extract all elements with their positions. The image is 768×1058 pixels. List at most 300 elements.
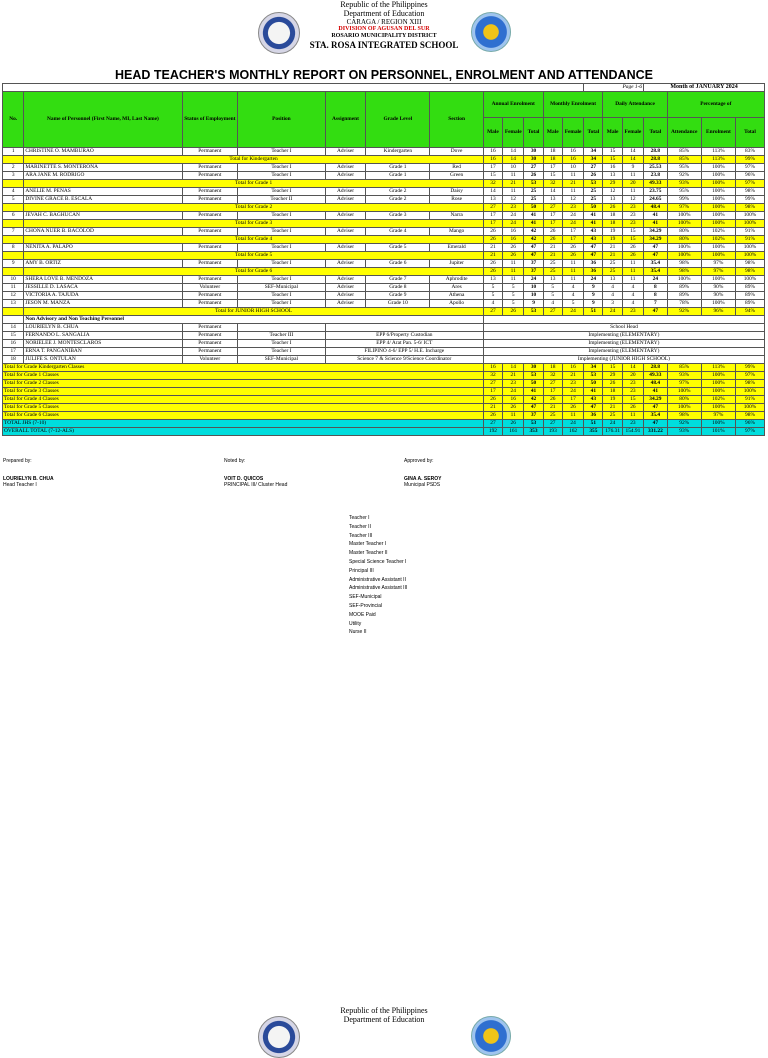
value-cell: 50: [584, 380, 603, 388]
row-number: 5: [3, 196, 24, 204]
grade-level: Grade 1: [366, 164, 430, 172]
row-number: 6: [3, 212, 24, 220]
value-cell: 11: [622, 276, 643, 284]
value-cell: 23.75: [644, 188, 668, 196]
position-list-item: SEF-Municipal: [349, 594, 382, 601]
value-cell: 8: [644, 292, 668, 300]
position: SEF-Municipal: [238, 356, 326, 364]
value-cell: 99%: [735, 156, 764, 164]
row-number: 7: [3, 228, 24, 236]
value-cell: 85%: [667, 148, 701, 156]
value-cell: 47: [584, 244, 603, 252]
value-cell: 100%: [667, 212, 701, 220]
value-cell: 4: [562, 284, 583, 292]
row-number: [3, 180, 24, 188]
value-cell: 83%: [735, 148, 764, 156]
subtotal-row: [3, 252, 765, 260]
value-cell: 100%: [735, 252, 764, 260]
value-cell: 101%: [701, 428, 735, 436]
personnel-name: AMY B. ORTIZ: [24, 260, 182, 268]
personnel-row: [3, 188, 765, 196]
value-cell: 34.29: [644, 236, 668, 244]
value-cell: 80%: [667, 396, 701, 404]
row-number: [3, 236, 24, 244]
personnel-row: [3, 292, 765, 300]
value-cell: 16: [503, 396, 524, 404]
value-cell: 25: [603, 412, 622, 420]
personnel-name: LOURIELYN B. CHUA: [24, 324, 182, 332]
assignment: EPP 4/ Arat Pan. 5-6/ ICT: [325, 340, 483, 348]
position: Teacher I: [238, 276, 326, 284]
summary-row: [3, 396, 765, 404]
value-cell: 5: [483, 292, 502, 300]
subtotal-label: Total for Grade 5: [24, 252, 483, 260]
row-number: 8: [3, 244, 24, 252]
assignment: Adviser: [325, 228, 366, 236]
employment-status: Volunteer: [182, 356, 238, 364]
subtotal-label: Total for Kindergarten: [24, 156, 483, 164]
value-cell: 24: [503, 220, 524, 228]
value-cell: 34: [584, 156, 603, 164]
value-cell: 16: [562, 364, 583, 372]
value-cell: 21: [543, 252, 562, 260]
personnel-name: ARA JANE M. RODRIGO: [24, 172, 182, 180]
value-cell: 47: [644, 244, 668, 252]
personnel-row: [3, 244, 765, 252]
value-cell: 25: [543, 412, 562, 420]
value-cell: 14: [483, 188, 502, 196]
col-position: Position: [238, 92, 326, 148]
value-cell: 43: [584, 236, 603, 244]
value-cell: 11: [622, 188, 643, 196]
value-cell: 96%: [735, 172, 764, 180]
value-cell: 97%: [735, 428, 764, 436]
value-cell: 19: [603, 228, 622, 236]
page-label: Page 1-6: [584, 84, 644, 92]
value-cell: 24: [603, 308, 622, 316]
value-cell: 48.4: [644, 380, 668, 388]
value-cell: 26: [483, 396, 502, 404]
grade-level: Grade 5: [366, 244, 430, 252]
value-cell: 41: [524, 388, 543, 396]
employment-status: Permanent: [182, 196, 238, 204]
value-cell: 30: [524, 148, 543, 156]
value-cell: 17: [483, 212, 502, 220]
personnel-name: NORIELEE J. MONTESCLAROS: [24, 340, 182, 348]
value-cell: 21: [483, 244, 502, 252]
personnel-name: CHONA NUER B. BACOLOD: [24, 228, 182, 236]
position-list-item: Utility: [349, 620, 362, 627]
value-cell: 24: [562, 220, 583, 228]
value-cell: 11: [622, 412, 643, 420]
subtotal-label: Total for Grade 4: [24, 236, 483, 244]
personnel-row: [3, 172, 765, 180]
row-number: [3, 252, 24, 260]
value-cell: 15: [622, 236, 643, 244]
summary-label: Total for Grade 5 Classes: [3, 404, 484, 412]
col-grade-level: Grade Level: [366, 92, 430, 148]
value-cell: 15: [603, 148, 622, 156]
value-cell: 47: [644, 308, 668, 316]
value-cell: 98%: [735, 260, 764, 268]
value-cell: 26: [483, 228, 502, 236]
value-cell: 25: [603, 268, 622, 276]
approved-name: GINA A. SEROY: [404, 476, 442, 482]
value-cell: 11: [503, 172, 524, 180]
value-cell: 100%: [667, 244, 701, 252]
col-annual: Annual Enrolment: [483, 92, 543, 118]
value-cell: 100%: [667, 220, 701, 228]
assignment: Adviser: [325, 244, 366, 252]
value-cell: 23: [622, 388, 643, 396]
value-cell: 37: [524, 268, 543, 276]
value-cell: 97%: [735, 180, 764, 188]
grade-level: Kindergarten: [366, 148, 430, 156]
value-cell: 23: [503, 204, 524, 212]
noted-by: [224, 458, 287, 488]
value-cell: 24: [644, 276, 668, 284]
value-cell: 21: [503, 180, 524, 188]
value-cell: 91%: [735, 396, 764, 404]
value-cell: 96%: [701, 308, 735, 316]
summary-row: [3, 412, 765, 420]
value-cell: 23: [622, 212, 643, 220]
value-cell: 113%: [701, 156, 735, 164]
assignment: Adviser: [325, 260, 366, 268]
value-cell: 10: [524, 292, 543, 300]
value-cell: 26: [503, 308, 524, 316]
value-cell: 176.31: [603, 428, 622, 436]
value-cell: 93%: [667, 372, 701, 380]
value-cell: 25: [584, 188, 603, 196]
position-list-item: Nurse II: [349, 629, 367, 636]
section: Mango: [430, 228, 483, 236]
value-cell: 15: [483, 172, 502, 180]
section: Narra: [430, 212, 483, 220]
position-list-item: SEF-Provincial: [349, 602, 383, 609]
value-cell: 96%: [735, 420, 764, 428]
col-no: No.: [3, 92, 24, 148]
value-cell: 13: [603, 172, 622, 180]
employment-status: Permanent: [182, 332, 238, 340]
value-cell: 12: [622, 196, 643, 204]
value-cell: 50: [524, 204, 543, 212]
value-cell: 34.29: [644, 396, 668, 404]
value-cell: 11: [622, 172, 643, 180]
row-number: 16: [3, 340, 24, 348]
col-section: Section: [430, 92, 483, 148]
value-cell: 10: [524, 284, 543, 292]
value-cell: 17: [483, 164, 502, 172]
position: Teacher I: [238, 348, 326, 356]
summary-label: Total for Grade 2 Classes: [3, 380, 484, 388]
grade-level: Grade 6: [366, 260, 430, 268]
value-cell: 17: [562, 396, 583, 404]
row-number: 15: [3, 332, 24, 340]
grade-level: Grade 7: [366, 276, 430, 284]
employment-status: Permanent: [182, 300, 238, 308]
grade-level: Grade 4: [366, 228, 430, 236]
section: Aphrodite: [430, 276, 483, 284]
value-cell: 11: [503, 188, 524, 196]
value-cell: 100%: [735, 212, 764, 220]
value-cell: 21: [483, 404, 502, 412]
assignment: Adviser: [325, 292, 366, 300]
assignment-note: Implementing (ELEMENTARY): [483, 348, 764, 356]
value-cell: 16: [483, 156, 502, 164]
value-cell: 16: [603, 164, 622, 172]
value-cell: 18: [543, 156, 562, 164]
value-cell: 36: [584, 260, 603, 268]
value-cell: 26: [483, 268, 502, 276]
value-cell: 24: [603, 420, 622, 428]
value-cell: 23: [622, 308, 643, 316]
value-cell: 331.22: [644, 428, 668, 436]
value-cell: 24: [503, 212, 524, 220]
value-cell: 21: [603, 244, 622, 252]
grade-level: Grade 8: [366, 284, 430, 292]
row-number: [3, 156, 24, 164]
value-cell: 18: [603, 212, 622, 220]
value-cell: 5: [543, 292, 562, 300]
value-cell: 9: [524, 300, 543, 308]
non-advisory-row: [3, 356, 765, 364]
value-cell: 51: [584, 420, 603, 428]
value-cell: 13: [483, 276, 502, 284]
col-assignment: Assignment: [325, 92, 366, 148]
h-male: Male: [543, 118, 562, 148]
value-cell: 11: [562, 412, 583, 420]
personnel-row: [3, 284, 765, 292]
value-cell: 94%: [735, 308, 764, 316]
position: Teacher III: [238, 332, 326, 340]
value-cell: 26: [503, 404, 524, 412]
value-cell: 47: [644, 420, 668, 428]
position: Teacher I: [238, 148, 326, 156]
value-cell: 100%: [735, 404, 764, 412]
value-cell: 41: [644, 388, 668, 396]
row-number: [3, 308, 24, 316]
value-cell: 89%: [667, 292, 701, 300]
subtotal-row: [3, 220, 765, 228]
value-cell: 100%: [701, 188, 735, 196]
value-cell: 41: [524, 220, 543, 228]
row-number: [3, 220, 24, 228]
value-cell: 47: [644, 404, 668, 412]
value-cell: 27: [524, 164, 543, 172]
subtotal-row: [3, 180, 765, 188]
employment-status: Permanent: [182, 188, 238, 196]
value-cell: 27: [543, 420, 562, 428]
value-cell: 26: [622, 404, 643, 412]
value-cell: 90%: [701, 284, 735, 292]
letterhead-page2: [0, 1006, 768, 1024]
employment-status: Permanent: [182, 324, 238, 332]
value-cell: 26: [543, 236, 562, 244]
subtotal-row: [3, 156, 765, 164]
school-name: STA. ROSA INTEGRATED SCHOOL: [309, 40, 459, 51]
value-cell: 23: [622, 204, 643, 212]
value-cell: 15: [622, 228, 643, 236]
employment-status: Permanent: [182, 276, 238, 284]
value-cell: 100%: [667, 404, 701, 412]
non-advisory-title: Non Advisory and Non Teaching Personnel: [24, 316, 483, 324]
value-cell: 98%: [667, 260, 701, 268]
value-cell: 28.8: [644, 148, 668, 156]
value-cell: 11: [562, 276, 583, 284]
value-cell: 17: [483, 220, 502, 228]
assignment: Adviser: [325, 148, 366, 156]
value-cell: 18: [543, 148, 562, 156]
personnel-name: SHERA LOVE B. MENDOZA: [24, 276, 182, 284]
value-cell: 5: [503, 292, 524, 300]
subtotal-label: Total for Grade 6: [24, 268, 483, 276]
value-cell: 95%: [667, 188, 701, 196]
position: Teacher II: [238, 196, 326, 204]
value-cell: 30: [524, 364, 543, 372]
value-cell: 18: [603, 388, 622, 396]
noted-label: Noted by:: [224, 458, 246, 464]
row-number: 14: [3, 324, 24, 332]
value-cell: 14: [622, 148, 643, 156]
value-cell: 11: [622, 260, 643, 268]
personnel-name: JESON M. MANZA: [24, 300, 182, 308]
value-cell: 27: [543, 204, 562, 212]
assignment: Adviser: [325, 284, 366, 292]
value-cell: 26: [503, 420, 524, 428]
value-cell: 53: [524, 372, 543, 380]
value-cell: 102%: [701, 236, 735, 244]
noted-name: VOIT D. QUICOS: [224, 476, 264, 482]
position: Teacher I: [238, 228, 326, 236]
value-cell: 28.8: [644, 364, 668, 372]
grade-level: Grade 2: [366, 196, 430, 204]
value-cell: 98%: [667, 268, 701, 276]
summary-label: Total for Grade Kindergarten Classes: [3, 364, 484, 372]
value-cell: 14: [503, 156, 524, 164]
assignment: Adviser: [325, 212, 366, 220]
value-cell: 27: [483, 420, 502, 428]
value-cell: 98%: [667, 412, 701, 420]
value-cell: 26: [503, 244, 524, 252]
value-cell: 4: [543, 300, 562, 308]
value-cell: 85%: [667, 156, 701, 164]
approved-label: Approved by:: [404, 458, 434, 464]
value-cell: 100%: [735, 276, 764, 284]
h-female: Female: [503, 118, 524, 148]
grade-level: Grade 10: [366, 300, 430, 308]
header-line2: Department of Education: [343, 1015, 425, 1025]
value-cell: 100%: [735, 244, 764, 252]
value-cell: 193: [543, 428, 562, 436]
value-cell: 92%: [667, 420, 701, 428]
value-cell: 100%: [701, 300, 735, 308]
value-cell: 50: [524, 380, 543, 388]
value-cell: 21: [543, 404, 562, 412]
summary-label: Total for Grade 4 Classes: [3, 396, 484, 404]
value-cell: 32: [483, 180, 502, 188]
value-cell: 35.4: [644, 260, 668, 268]
value-cell: 80%: [667, 228, 701, 236]
value-cell: 100%: [701, 164, 735, 172]
value-cell: 78%: [667, 300, 701, 308]
value-cell: 29: [603, 180, 622, 188]
personnel-name: NENITA A. PALAPO: [24, 244, 182, 252]
value-cell: 26: [622, 252, 643, 260]
h-total: Total: [584, 118, 603, 148]
value-cell: 26: [562, 404, 583, 412]
personnel-name: JULIFE S. ONTULAN: [24, 356, 182, 364]
value-cell: 23: [503, 380, 524, 388]
value-cell: 10: [562, 164, 583, 172]
value-cell: 27: [584, 164, 603, 172]
header-line1: Republic of the Philippines: [340, 0, 428, 9]
value-cell: 24: [562, 420, 583, 428]
non-advisory-row: [3, 324, 765, 332]
value-cell: 27: [483, 380, 502, 388]
value-cell: 97%: [735, 372, 764, 380]
personnel-row: [3, 212, 765, 220]
value-cell: 20: [622, 372, 643, 380]
value-cell: 21: [603, 404, 622, 412]
value-cell: 98%: [735, 188, 764, 196]
value-cell: 19: [603, 396, 622, 404]
personnel-name: MARINETTE S. MONTERONA: [24, 164, 182, 172]
value-cell: 100%: [701, 252, 735, 260]
value-cell: 25.53: [644, 164, 668, 172]
value-cell: 18: [543, 364, 562, 372]
row-number: 18: [3, 356, 24, 364]
value-cell: 35.4: [644, 268, 668, 276]
value-cell: 21: [483, 252, 502, 260]
value-cell: 11: [622, 268, 643, 276]
value-cell: 11: [503, 412, 524, 420]
position-list-item: Administrative Assistant II: [349, 576, 406, 583]
value-cell: 27: [543, 308, 562, 316]
value-cell: 9: [584, 284, 603, 292]
value-cell: 23: [622, 220, 643, 228]
col-daily: Daily Attendance: [603, 92, 667, 118]
position: Teacher I: [238, 244, 326, 252]
value-cell: 93%: [667, 180, 701, 188]
value-cell: 100%: [701, 380, 735, 388]
value-cell: 11: [503, 268, 524, 276]
position: Teacher I: [238, 340, 326, 348]
value-cell: 100%: [701, 420, 735, 428]
employment-status: Permanent: [182, 260, 238, 268]
value-cell: 13: [543, 276, 562, 284]
value-cell: 8: [644, 284, 668, 292]
value-cell: 47: [644, 252, 668, 260]
value-cell: 47: [584, 404, 603, 412]
value-cell: 26: [584, 172, 603, 180]
section: Apollo: [430, 300, 483, 308]
value-cell: 26: [483, 412, 502, 420]
value-cell: 5: [503, 284, 524, 292]
value-cell: 5: [543, 284, 562, 292]
col-percentage: Percentage of: [667, 92, 764, 118]
value-cell: 100%: [701, 404, 735, 412]
personnel-name: ANELIE M. PENAS: [24, 188, 182, 196]
row-number: [3, 204, 24, 212]
value-cell: 98%: [735, 380, 764, 388]
value-cell: 41: [644, 220, 668, 228]
personnel-name: FERNANDO L. SANGALIA: [24, 332, 182, 340]
approved-by: [404, 458, 441, 488]
value-cell: 13: [483, 196, 502, 204]
value-cell: 37: [524, 260, 543, 268]
value-cell: 43: [584, 396, 603, 404]
